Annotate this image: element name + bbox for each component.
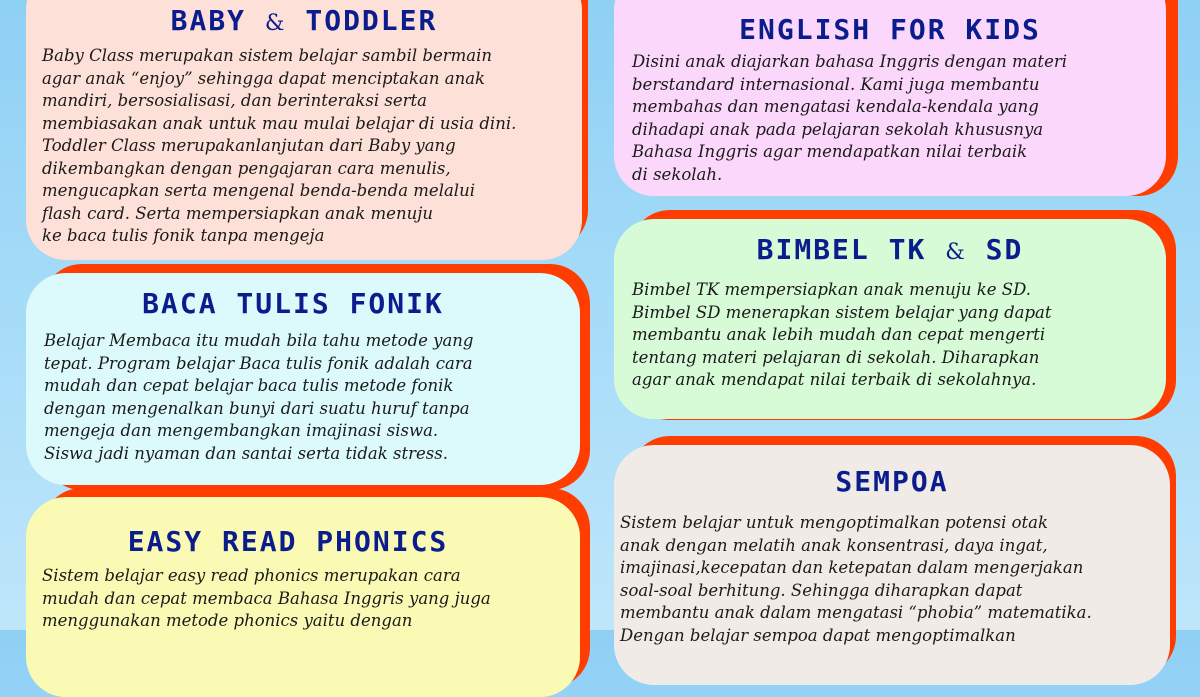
easy-read-text: Sistem belajar easy read phonics merupakan cara mudah dan cepat membaca Bahasa Inggris yang juga menggunakan metode phonics yaitu dengan [42, 566, 491, 630]
sd-title-part: SD [985, 233, 1024, 266]
baca-tulis-title: BACA TULIS FONIK [142, 287, 444, 320]
toddler-title-part: TODDLER [305, 4, 438, 37]
bimbel-card [614, 219, 1166, 419]
sempoa-text: Sistem belajar untuk mengoptimalkan potensi otak anak dengan melatih anak konsentrasi, daya ingat, imajinasi,kecepatan dan ketepatan dalam mengerjakan soal-soal berhitung. Sehingga diharapkan dapat membantu anak dalam mengatasi “phobia” matematika. Dengan belajar sempoa dapat mengoptimalkan [620, 513, 1092, 645]
baby-toddler-text: Baby Class merupakan sistem belajar sambil bermain agar anak “enjoy” sehingga dapat menciptakan anak mandiri, bersosialisasi, dan berinteraksi serta membiasakan anak untuk mau mulai belajar di usia dini. Toddler Class merupakanlanjutan dari Baby yang dikembangkan dengan pengajaran cara menulis, mengucapkan serta mengenal benda-benda melalui flash card. Serta mempersiapkan anak menuju ke baca tulis fonik tanpa mengeja [42, 46, 517, 245]
ampersand: & [264, 11, 287, 36]
english-title: ENGLISH FOR KIDS [739, 13, 1041, 46]
sempoa-card [614, 445, 1170, 685]
easy-read-card [26, 497, 580, 697]
ampersand: & [945, 240, 967, 265]
baca-tulis-card [26, 273, 580, 485]
baby-toddler-card [26, 0, 582, 260]
bimbel-text: Bimbel TK mempersiapkan anak menuju ke SD. Bimbel SD menerapkan sistem belajar yang dapat membantu anak lebih mudah dan cepat mengerti tentang materi pelajaran di sekolah. Diharapkan agar anak mendapat nilai terbaik di sekolahnya. [632, 280, 1052, 389]
sempoa-title: SEMPOA [835, 465, 949, 498]
english-text: Disini anak diajarkan bahasa Inggris dengan materi berstandard internasional. Kami juga membantu membahas dan mengatasi kendala-kendala yang dihadapi anak pada pelajaran sekolah khususnya Bahasa Inggris agar mendapatkan nilai terbaik di sekolah. [632, 52, 1067, 184]
bimbel-title [614, 233, 1166, 266]
baby-title-part: BABY [170, 4, 247, 37]
bimbel-tk-title-part: BIMBEL TK [756, 233, 927, 266]
easy-read-title: EASY READ PHONICS [127, 525, 449, 558]
baby-toddler-title [26, 4, 582, 37]
baca-tulis-text: Belajar Membaca itu mudah bila tahu metode yang tepat. Program belajar Baca tulis fonik adalah cara mudah dan cepat belajar baca tulis metode fonik dengan mengenalkan bunyi dari suatu huruf tanpa mengeja dan mengembangkan imajinasi siswa. Siswa jadi nyaman dan santai serta tidak stress. [44, 331, 474, 463]
english-card [614, 0, 1166, 196]
